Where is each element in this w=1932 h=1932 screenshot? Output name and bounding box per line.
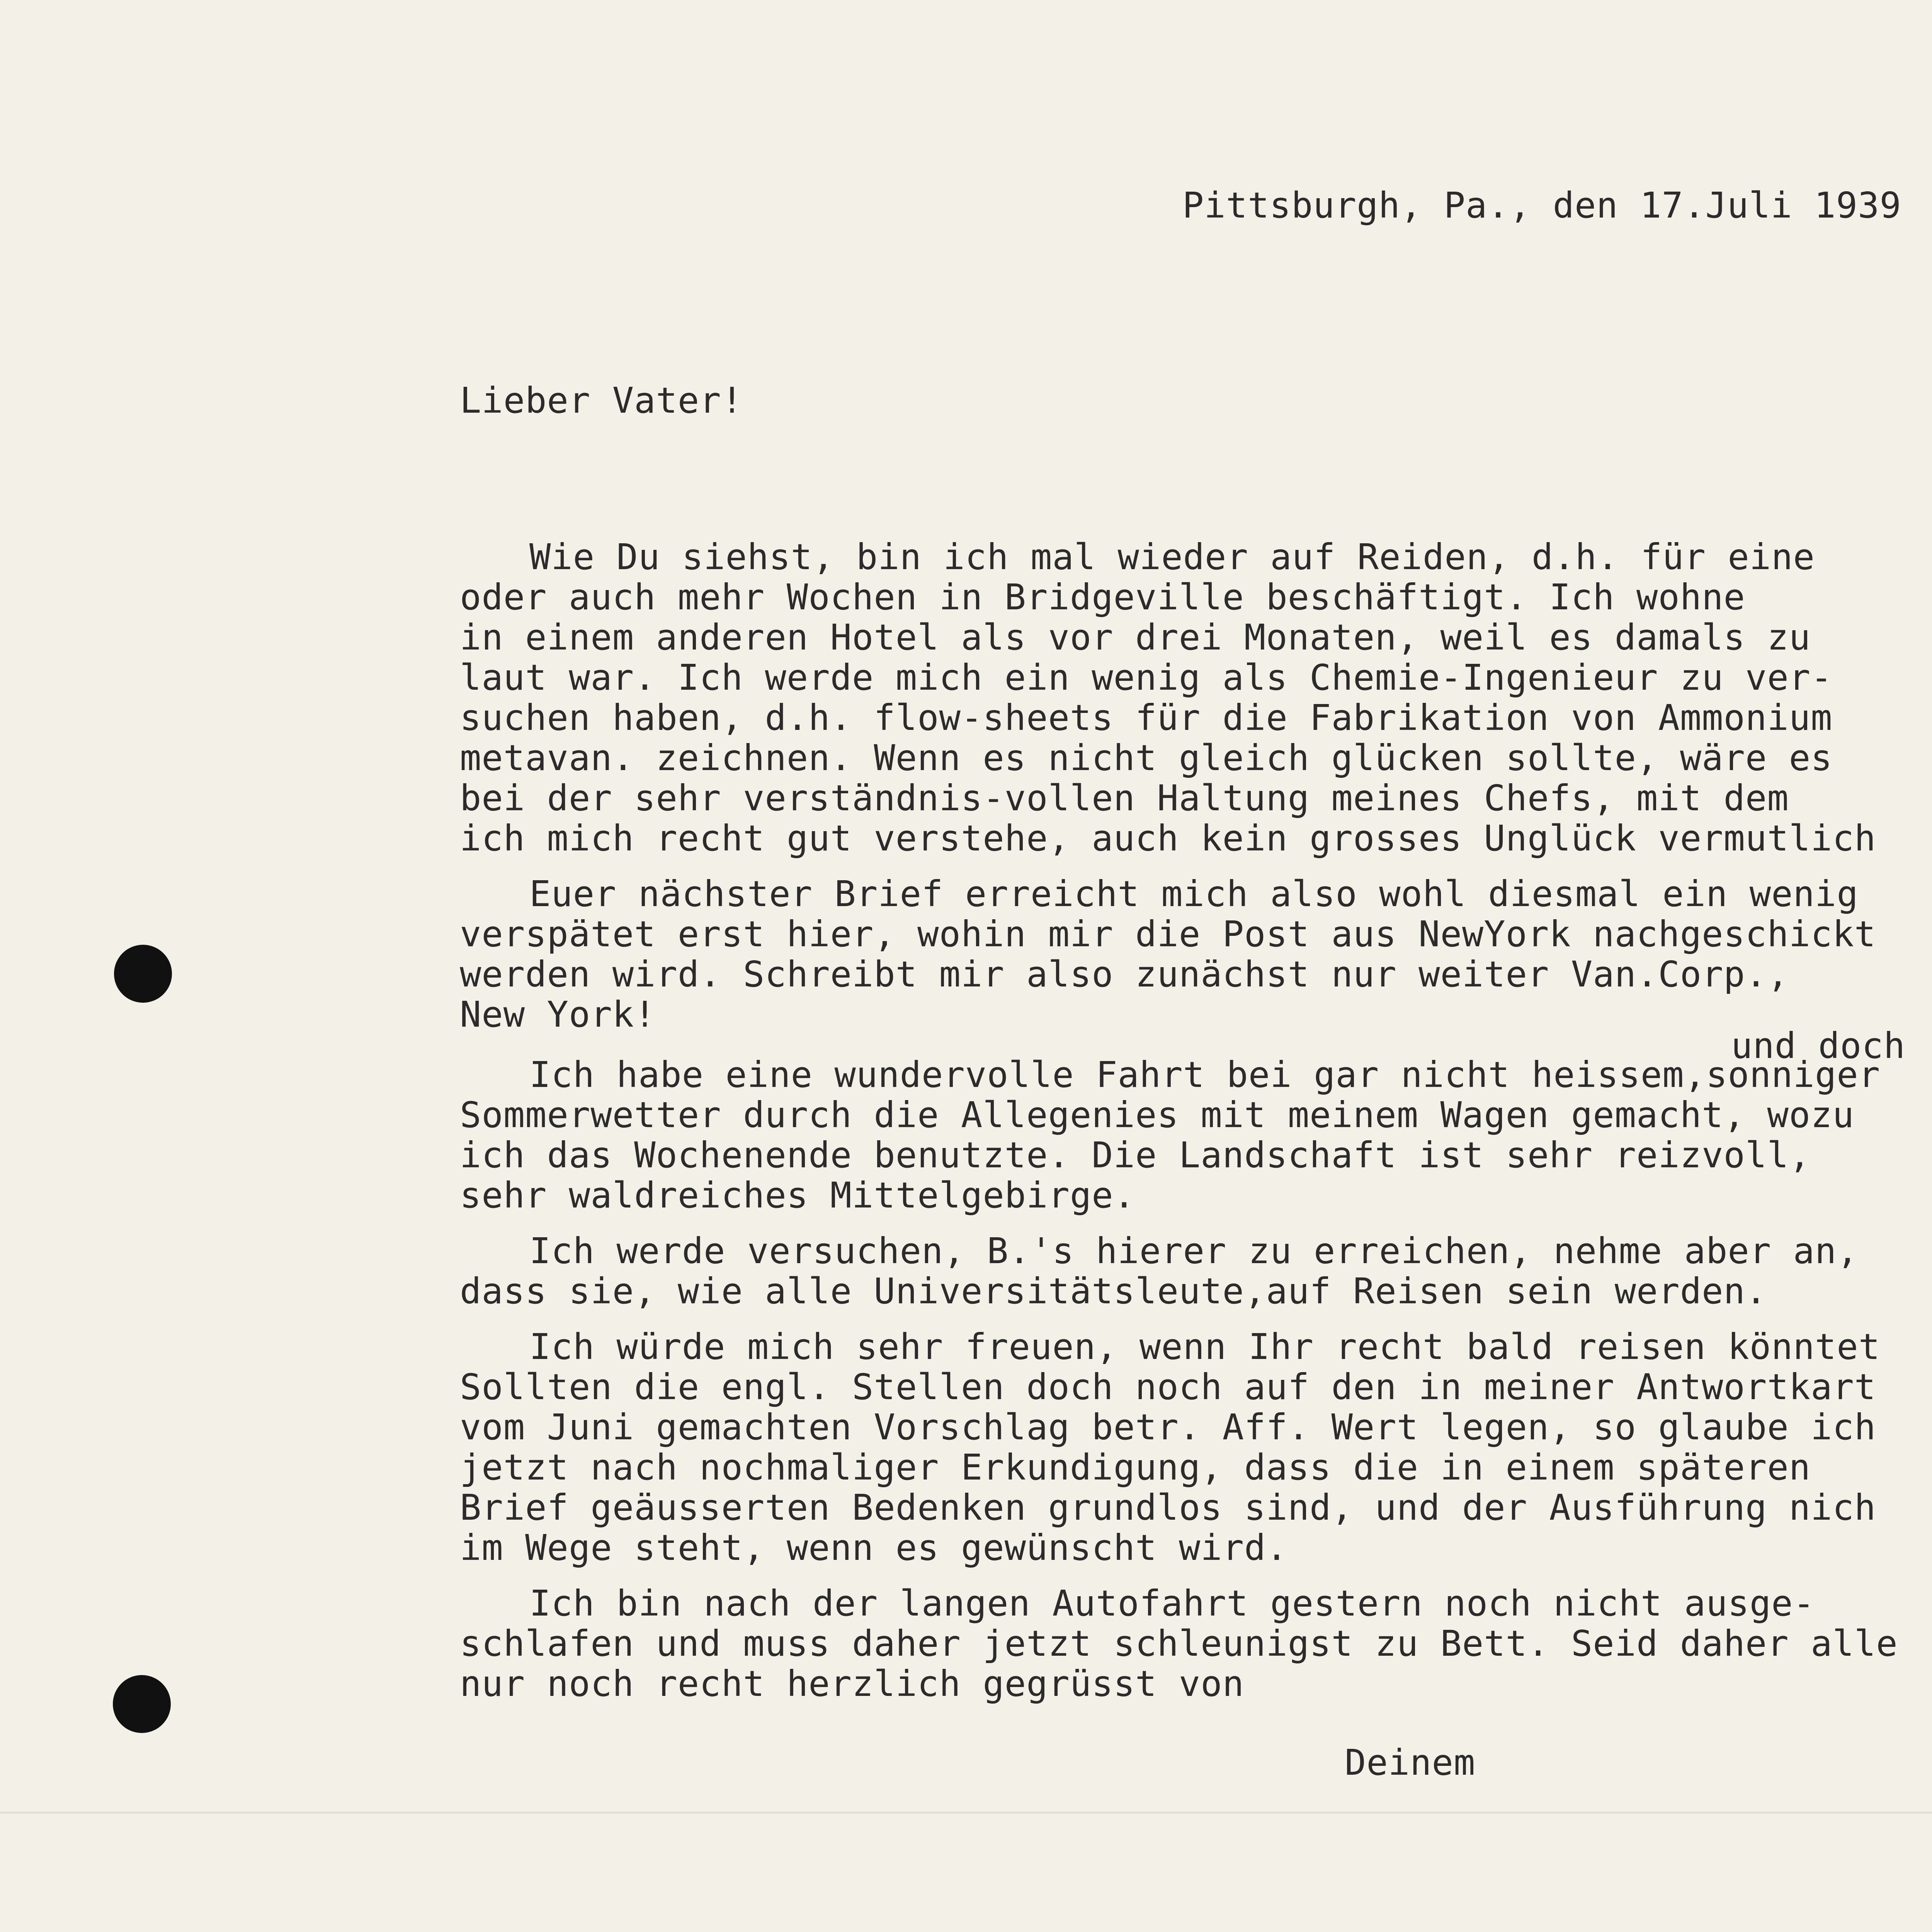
body-line: sehr waldreiches Mittelgebirge.	[460, 1175, 1136, 1216]
body-line: schlafen und muss daher jetzt schleunigst zu Bett. Seid daher alle	[460, 1623, 1898, 1664]
interlinear-insertion: und doch	[1731, 1025, 1906, 1066]
body-line: metavan. zeichnen. Wenn es nicht gleich glücken sollte, wäre es	[460, 737, 1833, 779]
body-line: in einem anderen Hotel als vor drei Monaten, weil es damals zu	[460, 617, 1811, 658]
body-line: Sommerwetter durch die Allegenies mit meinem Wagen gemacht, wozu	[460, 1094, 1854, 1136]
body-line: Ich würde mich sehr freuen, wenn Ihr recht bald reisen könntet	[529, 1326, 1881, 1367]
body-line: suchen haben, d.h. flow-sheets für die Fabrikation von Ammonium	[460, 697, 1833, 738]
body-line: oder auch mehr Wochen in Bridgeville beschäftigt. Ich wohne	[460, 577, 1745, 618]
body-line: Ich habe eine wundervolle Fahrt bei gar nicht heissem,sonniger	[529, 1054, 1881, 1095]
date-line: Pittsburgh, Pa., den 17.Juli 1939	[1182, 185, 1901, 226]
body-line: ich das Wochenende benutzte. Die Landschaft ist sehr reizvoll,	[460, 1134, 1811, 1176]
paper-fold-line	[0, 1811, 1932, 1814]
body-line: nur noch recht herzlich gegrüsst von	[460, 1663, 1244, 1704]
body-line: Sollten die engl. Stellen doch noch auf den in meiner Antwortkart	[460, 1366, 1876, 1408]
body-line: dass sie, wie alle Universitätsleute,auf Reisen sein werden.	[460, 1270, 1767, 1312]
body-line: Euer nächster Brief erreicht mich also wohl diesmal ein wenig	[529, 873, 1859, 915]
body-line: verspätet erst hier, wohin mir die Post aus NewYork nachgeschickt	[460, 913, 1876, 955]
body-line: im Wege steht, wenn es gewünscht wird.	[460, 1527, 1288, 1568]
body-line: jetzt nach nochmaliger Erkundigung, dass die in einem späteren	[460, 1447, 1811, 1488]
closing-signature: Deinem	[1345, 1742, 1476, 1783]
punch-hole-lower	[113, 1675, 171, 1733]
punch-hole-upper	[114, 945, 172, 1003]
body-line: laut war. Ich werde mich ein wenig als Chemie-Ingenieur zu ver-	[460, 657, 1833, 698]
body-line: Wie Du siehst, bin ich mal wieder auf Reiden, d.h. für eine	[529, 536, 1815, 578]
body-line: vom Juni gemachten Vorschlag betr. Aff. Wert legen, so glaube ich	[460, 1406, 1876, 1448]
body-line: Brief geäusserten Bedenken grundlos sind, und der Ausführung nich	[460, 1487, 1876, 1528]
body-line: Ich werde versuchen, B.'s hierer zu erreichen, nehme aber an,	[529, 1230, 1859, 1272]
body-line: ich mich recht gut verstehe, auch kein grosses Unglück vermutlich	[460, 818, 1876, 859]
body-line: Ich bin nach der langen Autofahrt gestern noch nicht ausge-	[529, 1583, 1815, 1624]
body-line: werden wird. Schreibt mir also zunächst nur weiter Van.Corp.,	[460, 954, 1789, 995]
salutation: Lieber Vater!	[460, 380, 743, 421]
body-line: bei der sehr verständnis-vollen Haltung meines Chefs, mit dem	[460, 777, 1789, 819]
body-line: New York!	[460, 994, 656, 1035]
